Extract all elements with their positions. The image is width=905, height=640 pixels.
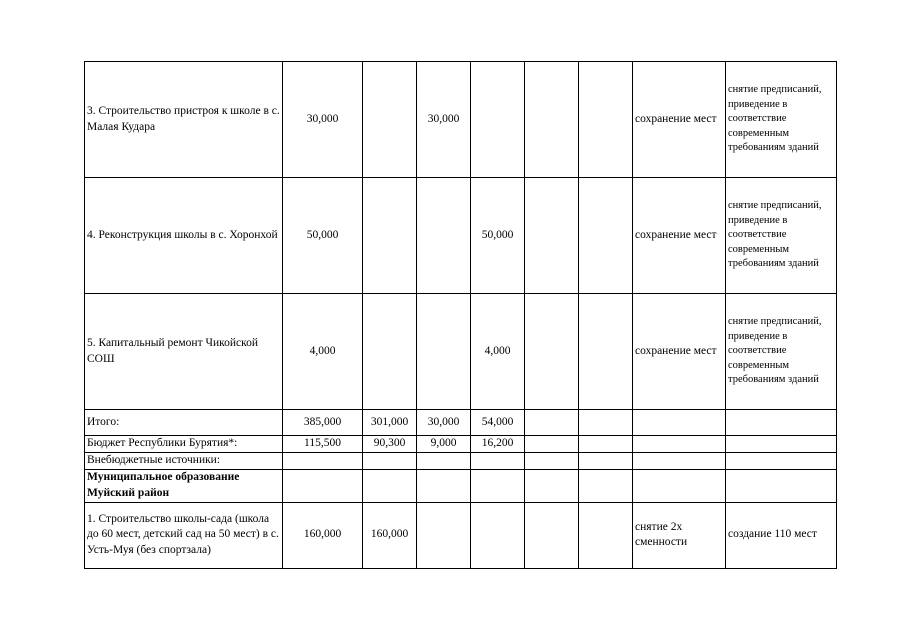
result-cell (726, 410, 837, 436)
project-name: 3. Строительство пристроя к школе в с. Малая Кудара (85, 62, 283, 178)
table-row (85, 469, 837, 502)
effect-cell: сохранение мест (633, 178, 726, 294)
year4-cell (525, 502, 579, 568)
year5-cell (579, 410, 633, 436)
year1-cell: 160,000 (363, 502, 417, 568)
row-label: Внебюджетные источники: (85, 453, 283, 470)
year1-cell (363, 178, 417, 294)
table-row (85, 410, 837, 436)
year3-cell: 50,000 (471, 178, 525, 294)
year5-cell (579, 436, 633, 453)
year1-cell (363, 469, 417, 502)
year4-cell (525, 453, 579, 470)
effect-cell (633, 436, 726, 453)
total-cell (283, 453, 363, 470)
table-row (85, 294, 837, 410)
section-heading (85, 469, 283, 502)
year3-cell: 54,000 (471, 410, 525, 436)
year3-cell: 16,200 (471, 436, 525, 453)
year3-cell (471, 62, 525, 178)
year5-cell (579, 502, 633, 568)
year4-cell (525, 62, 579, 178)
year5-cell (579, 294, 633, 410)
year2-cell: 30,000 (417, 62, 471, 178)
year1-cell (363, 62, 417, 178)
total-cell: 115,500 (283, 436, 363, 453)
effect-cell (633, 469, 726, 502)
year4-cell (525, 294, 579, 410)
total-cell: 160,000 (283, 502, 363, 568)
year1-cell (363, 294, 417, 410)
year4-cell (525, 469, 579, 502)
year2-cell: 9,000 (417, 436, 471, 453)
year2-cell: 30,000 (417, 410, 471, 436)
result-cell: создание 110 мест (726, 502, 837, 568)
year2-cell (417, 453, 471, 470)
total-cell: 50,000 (283, 178, 363, 294)
effect-cell: сохранение мест (633, 62, 726, 178)
project-name: 4. Реконструкция школы в с. Хоронхой (85, 178, 283, 294)
result-cell (726, 469, 837, 502)
year1-cell: 301,000 (363, 410, 417, 436)
year2-cell (417, 294, 471, 410)
result-cell (726, 453, 837, 470)
year2-cell (417, 178, 471, 294)
year3-cell (471, 469, 525, 502)
project-name: 1. Строительство школы-сада (школа до 60 мест, детский сад на 50 мест) в с. Усть-Муя (без спортзала) (85, 502, 283, 568)
table-row (85, 436, 837, 453)
total-cell: 4,000 (283, 294, 363, 410)
table-row (85, 178, 837, 294)
year3-cell (471, 453, 525, 470)
effect-cell (633, 453, 726, 470)
project-name: 5. Капитальный ремонт Чикойской СОШ (85, 294, 283, 410)
year5-cell (579, 469, 633, 502)
year5-cell (579, 62, 633, 178)
section-heading-text: Муниципальное образование Муйский район (87, 471, 240, 499)
program-table (84, 61, 837, 569)
year3-cell: 4,000 (471, 294, 525, 410)
effect-cell: снятие 2х сменности (633, 502, 726, 568)
table-row (85, 62, 837, 178)
result-cell: снятие предписаний, приведение в соответствие современным требованиям зданий (726, 62, 837, 178)
total-cell: 385,000 (283, 410, 363, 436)
year2-cell (417, 469, 471, 502)
year1-cell (363, 453, 417, 470)
total-cell: 30,000 (283, 62, 363, 178)
result-cell: снятие предписаний, приведение в соответствие современным требованиям зданий (726, 294, 837, 410)
effect-cell (633, 410, 726, 436)
row-label: Бюджет Республики Бурятия*: (85, 436, 283, 453)
table-row (85, 502, 837, 568)
year1-cell: 90,300 (363, 436, 417, 453)
result-cell: снятие предписаний, приведение в соответствие современным требованиям зданий (726, 178, 837, 294)
effect-cell: сохранение мест (633, 294, 726, 410)
year5-cell (579, 178, 633, 294)
result-cell (726, 436, 837, 453)
year4-cell (525, 436, 579, 453)
row-label: Итого: (85, 410, 283, 436)
year4-cell (525, 178, 579, 294)
total-cell (283, 469, 363, 502)
table-row (85, 453, 837, 470)
year2-cell (417, 502, 471, 568)
year3-cell (471, 502, 525, 568)
year5-cell (579, 453, 633, 470)
year4-cell (525, 410, 579, 436)
